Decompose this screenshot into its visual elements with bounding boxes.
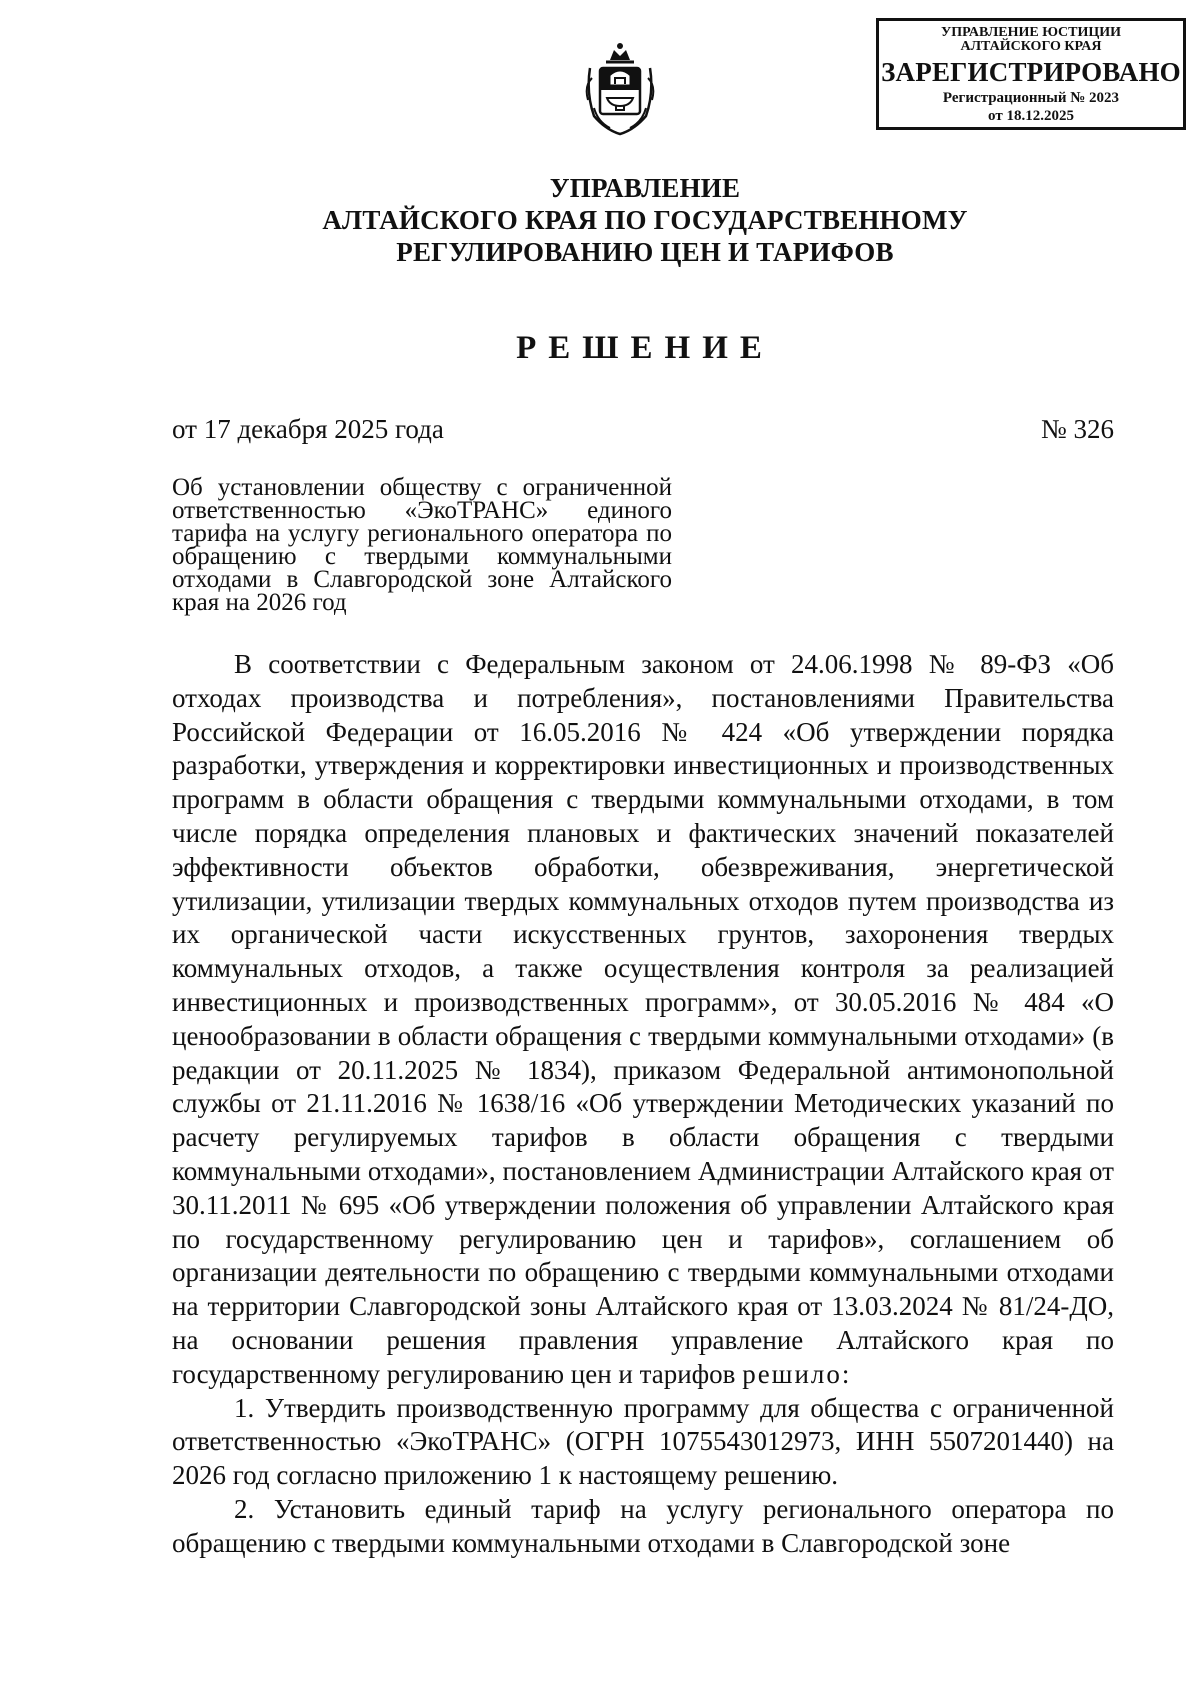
organization-name xyxy=(0,172,1200,268)
resolved-word: решило: xyxy=(742,1358,852,1389)
org-line-2: АЛТАЙСКОГО КРАЯ ПО ГОСУДАРСТВЕННОМУ xyxy=(322,205,968,235)
registration-stamp xyxy=(876,18,1186,130)
document-body xyxy=(172,648,1114,1561)
document-date: от 17 декабря 2025 года xyxy=(172,414,444,444)
preamble-text: В соответствии с Федеральным законом от 24.06.1998 № 89-ФЗ «Об отходах производства и потребления», постановлениями Правительства Российской Федерации от 16.05.2016 № 424 «Об утверждении порядка разработки, утверждения и корректировки инвестиционных и производственных программ в области обращения с твердыми коммунальными отходами, в том числе порядка определения плановых и фактических значений показателей эффективности объектов обработки, обезвреживания, энергетической утилизации, утилизации твердых коммунальных отходов путем производства из их органической части искусственных грунтов, захоронения твердых коммунальных отходов, а также осуществления контроля за реализацией инвестиционных и производственных программ», от 30.05.2016 № 484 «О ценообразовании в области обращения с твердыми коммунальными отходами» (в редакции от 20.11.2025 № 1834), приказом Федеральной антимонопольной службы от 21.11.2016 № 1638/16 «Об утверждении Методических указаний по расчету регулируемых тарифов в области обращения с твердыми коммунальными отходами», постановлением Администрации Алтайского края от 30.11.2011 № 695 «Об утверждении положения об управлении Алтайского края по государственному регулированию цен и тарифов», соглашением об организации деятельности по обращению с твердыми коммунальными отходами на территории Славгородской зоны Алтайского края от 13.03.2024 № 81/24-ДО, на основании решения правления управление Алтайского края по государственному регулированию цен и тарифов xyxy=(172,649,1114,1389)
item-2-paragraph: 2. Установить единый тариф на услугу регионального оператора по обращению с твердыми коммунальными отходами в Славгородской зоне xyxy=(172,1493,1114,1558)
org-line-1: УПРАВЛЕНИЕ xyxy=(549,173,741,203)
stamp-authority-line2: АЛТАЙСКОГО КРАЯ xyxy=(960,39,1102,54)
coat-of-arms-icon xyxy=(580,38,660,136)
stamp-registration-number: Регистрационный № 2023 xyxy=(942,90,1120,106)
preamble-paragraph xyxy=(172,648,1114,1392)
stamp-title: ЗАРЕГИСТРИРОВАНО xyxy=(881,57,1181,87)
document-type-title: РЕШЕНИЕ xyxy=(516,330,774,366)
item-1-paragraph: 1. Утвердить производственную программу для общества с ограниченной ответственностью «ЭкоТРАНС» (ОГРН 1075543012973, ИНН 5507201440) на 2026 год согласно приложению 1 к настоящему решению. xyxy=(172,1392,1114,1491)
stamp-registration-date: от 18.12.2025 xyxy=(988,108,1074,124)
document-number: № 326 xyxy=(1040,414,1114,444)
document-subject: Об установлении обществу с ограниченной ответственностью «ЭкоТРАНС» единого тарифа на услугу регионального оператора по обращению с твердыми коммунальными отходами в Славгородской зоне Алтайского края на 2026 год xyxy=(172,474,672,616)
stamp-authority-line1: УПРАВЛЕНИЕ ЮСТИЦИИ xyxy=(941,25,1121,40)
org-line-3: РЕГУЛИРОВАНИЮ ЦЕН И ТАРИФОВ xyxy=(396,237,894,267)
